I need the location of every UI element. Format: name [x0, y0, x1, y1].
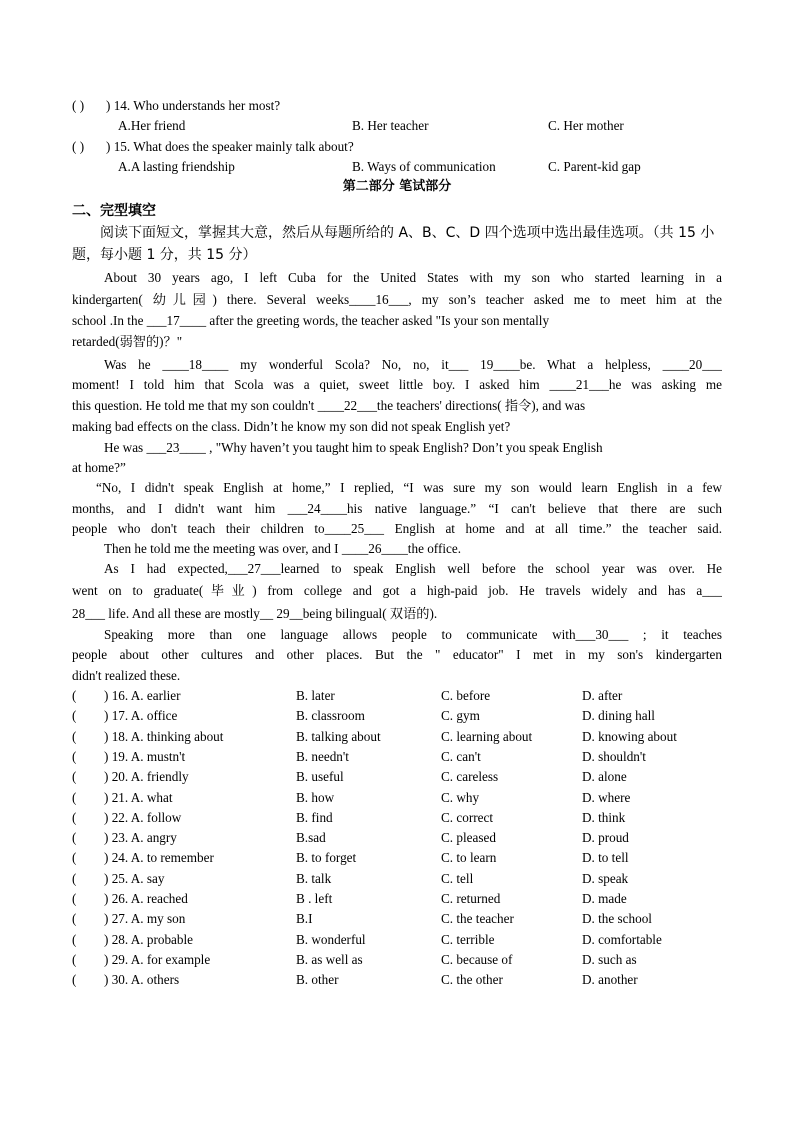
- passage-line: Speaking more than one language allows people to communicate with___30___ ; it teaches: [104, 627, 722, 642]
- option-d: D. shouldn't: [582, 748, 646, 764]
- question-14-row: [72, 96, 732, 116]
- option-row: [72, 706, 732, 726]
- option-row: [72, 788, 732, 808]
- option-row: [72, 950, 732, 970]
- passage-line: “No, I didn't speak English at home,” I replied, “I was sure my son would learn English in a few: [96, 480, 722, 495]
- question-number-option-a: ) 28. A. probable: [104, 931, 193, 947]
- passage-line: people who don't teach their children to____25___ English at home and at all time.” the teacher said.: [72, 521, 722, 536]
- question-number-option-a: ) 20. A. friendly: [104, 769, 189, 785]
- option-row: [72, 848, 732, 868]
- option-d: D. dining hall: [582, 708, 655, 724]
- passage-line: kindergarten( 幼儿园) there. Several weeks____16___, my son’s teacher asked me to meet him at the: [72, 292, 722, 307]
- option-d: D. the school: [582, 911, 652, 927]
- option-b: B. as well as: [296, 951, 363, 967]
- passage-line: went on to graduate(毕业) from college and got a high-paid job. He travels widely and has a___: [72, 583, 722, 598]
- option-a: A.Her friend: [118, 118, 186, 133]
- option-b: B. talking about: [296, 728, 381, 744]
- section-title: 二、完型填空: [72, 203, 156, 219]
- answer-paren: (: [72, 748, 77, 764]
- option-row: [72, 930, 732, 950]
- question-text: ) 14. Who understands her most?: [106, 98, 281, 113]
- option-row: [72, 889, 732, 909]
- option-d: D. speak: [582, 870, 629, 886]
- passage-line: He was ___23____ , "Why haven’t you taught him to speak English? Don’t you speak English: [104, 440, 603, 455]
- question-14-options: [72, 116, 732, 136]
- option-c: C. correct: [441, 809, 493, 825]
- passage-line: Was he ____18____ my wonderful Scola? No, no, it___ 19____be. What a helpless, ____20___: [104, 357, 722, 372]
- option-c: C. careless: [441, 769, 499, 785]
- passage-line: people about other cultures and other places. But the " educator" I met in my son's kindergarten: [72, 647, 722, 662]
- question-number-option-a: ) 16. A. earlier: [104, 688, 181, 703]
- answer-paren: (: [72, 891, 77, 906]
- passage-line: retarded(弱智的)？": [72, 334, 183, 349]
- answer-paren: (: [72, 972, 77, 988]
- question-number-option-a: ) 18. A. thinking about: [104, 728, 224, 744]
- instructions: [72, 222, 724, 266]
- question-number-option-a: ) 22. A. follow: [104, 809, 182, 825]
- option-c: C. because of: [441, 951, 513, 967]
- option-b: B. classroom: [296, 708, 365, 724]
- option-d: D. comfortable: [582, 931, 662, 947]
- option-row: [72, 808, 732, 828]
- option-c: C. returned: [441, 891, 501, 906]
- option-b: B . left: [296, 891, 333, 906]
- option-row: [72, 747, 732, 767]
- question-number-option-a: ) 17. A. office: [104, 708, 178, 724]
- answer-paren: (: [72, 769, 77, 785]
- answer-paren: ( ): [72, 139, 85, 154]
- passage-line: 28___ life. And all these are mostly__ 29__being bilingual( 双语的).: [72, 606, 438, 621]
- option-d: D. where: [582, 789, 631, 805]
- answer-paren: (: [72, 728, 77, 744]
- option-c: C. Parent-kid gap: [548, 159, 641, 174]
- option-c: C. can't: [441, 748, 481, 764]
- option-d: D. made: [582, 891, 627, 906]
- option-row: [72, 970, 732, 990]
- answer-paren: (: [72, 708, 77, 724]
- question-number-option-a: ) 19. A. mustn't: [104, 748, 186, 764]
- option-b: B. how: [296, 789, 335, 805]
- option-row: [72, 909, 732, 929]
- option-row: [72, 869, 732, 889]
- answer-paren: (: [72, 850, 77, 866]
- option-d: D. alone: [582, 769, 627, 785]
- option-c: C. why: [441, 789, 480, 805]
- option-b: B. later: [296, 688, 335, 703]
- answer-paren: (: [72, 911, 77, 927]
- question-number-option-a: ) 30. A. others: [104, 972, 180, 988]
- option-c: C. pleased: [441, 830, 496, 846]
- option-b: B. other: [296, 972, 339, 988]
- passage-line: moment! I told him that Scola was a quiet, sweet little boy. I asked him ____21___he was asking me: [72, 377, 722, 392]
- option-c: C. learning about: [441, 728, 533, 744]
- option-c: C. Her mother: [548, 118, 624, 133]
- option-c: C. gym: [441, 708, 480, 724]
- answer-paren: ( ): [72, 98, 85, 113]
- option-b: B. talk: [296, 870, 332, 886]
- option-row: [72, 727, 732, 747]
- option-row: [72, 686, 732, 706]
- question-number-option-a: ) 29. A. for example: [104, 951, 211, 967]
- part-two-title: 第二部分 笔试部分: [342, 179, 452, 194]
- question-number-option-a: ) 26. A. reached: [104, 891, 188, 906]
- option-c: C. the teacher: [441, 911, 514, 927]
- answer-paren: (: [72, 809, 77, 825]
- passage-line: didn't realized these.: [72, 668, 181, 683]
- question-number-option-a: ) 24. A. to remember: [104, 850, 214, 866]
- answer-paren: (: [72, 830, 77, 846]
- option-a: A.A lasting friendship: [118, 159, 235, 174]
- question-15-options: [72, 157, 732, 177]
- instructions-text: 阅读下面短文，掌握其大意，然后从每题所给的 A、B、C、D 四个选项中选出最佳选项。（共 15 小题，每小题 1 分，共 15 分）: [72, 225, 715, 263]
- option-d: D. to tell: [582, 850, 629, 866]
- option-d: D. such as: [582, 951, 637, 967]
- question-15-row: [72, 137, 732, 157]
- passage-line: at home?”: [72, 460, 126, 475]
- answer-paren: (: [72, 688, 77, 703]
- option-b: B. Her teacher: [352, 118, 429, 133]
- option-b: B. to forget: [296, 850, 357, 866]
- answer-paren: (: [72, 870, 77, 886]
- option-d: D. think: [582, 809, 626, 825]
- passage-line: months, and I didn't want him ___24____his native language.” “I can't believe that there are such: [72, 501, 722, 516]
- answer-paren: (: [72, 789, 77, 805]
- question-number-option-a: ) 25. A. say: [104, 870, 165, 886]
- option-c: C. the other: [441, 972, 503, 988]
- passage-line: As I had expected,___27___learned to speak English well before the school year was over. He: [104, 561, 722, 576]
- option-d: D. knowing about: [582, 728, 677, 744]
- option-d: D. proud: [582, 830, 629, 846]
- passage-line: making bad effects on the class. Didn’t he know my son did not speak English yet?: [72, 419, 511, 434]
- option-b: B. Ways of communication: [352, 159, 496, 174]
- option-b: B.sad: [296, 830, 326, 846]
- question-number-option-a: ) 23. A. angry: [104, 830, 177, 846]
- option-c: C. terrible: [441, 931, 495, 947]
- option-b: B. find: [296, 809, 333, 825]
- option-c: C. before: [441, 688, 491, 703]
- option-b: B. wonderful: [296, 931, 366, 947]
- option-row: [72, 828, 732, 848]
- answer-paren: (: [72, 931, 77, 947]
- option-b: B. useful: [296, 769, 344, 785]
- option-b: B.I: [296, 911, 313, 927]
- passage-line: this question. He told me that my son couldn't ____22___the teachers' directions( 指令), and was: [72, 398, 586, 413]
- option-c: C. tell: [441, 870, 474, 886]
- question-number-option-a: ) 21. A. what: [104, 789, 173, 805]
- passage-line: Then he told me the meeting was over, and I ____26____the office.: [104, 541, 462, 556]
- question-number-option-a: ) 27. A. my son: [104, 911, 186, 927]
- option-c: C. to learn: [441, 850, 497, 866]
- passage-line: school .In the ___17____ after the greeting words, the teacher asked "Is your son mentally: [72, 313, 550, 328]
- passage-line: About 30 years ago, I left Cuba for the United States with my son who started learning in a: [104, 270, 722, 285]
- option-row: [72, 767, 732, 787]
- question-text: ) 15. What does the speaker mainly talk about?: [106, 139, 354, 154]
- option-d: D. another: [582, 972, 638, 988]
- answer-paren: (: [72, 951, 77, 967]
- option-b: B. needn't: [296, 748, 349, 764]
- option-d: D. after: [582, 688, 623, 703]
